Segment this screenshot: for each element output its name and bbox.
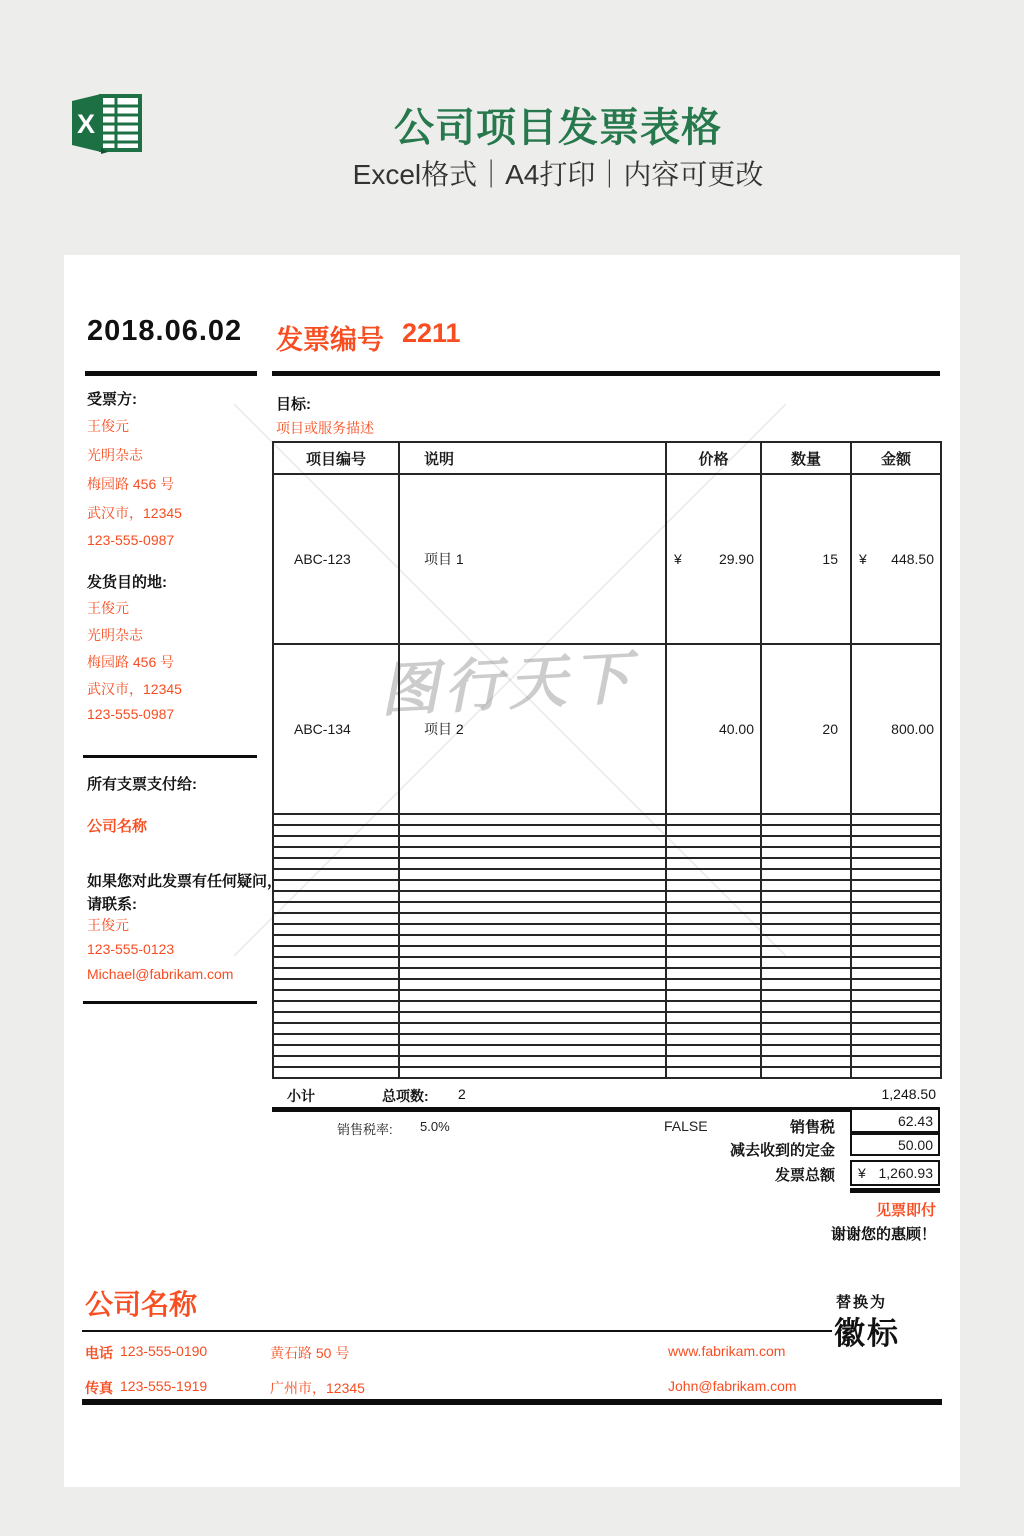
item-count-label: 总项数: [382,1088,429,1104]
invoice-number-label: 发票编号 [276,325,384,355]
goal-label: 目标: [276,396,311,413]
phone-label: 电话 [85,1345,113,1361]
deposit-value: 50.00 [850,1133,940,1156]
table-row [273,474,941,644]
goal-hint: 项目或服务描述 [276,420,374,436]
ship-to-line: 武汉市，12345 [87,681,182,697]
item-amount: ¥ 448.50 [851,474,941,644]
logo-placeholder-line1: 替换为 [836,1294,888,1311]
ship-to-line: 光明杂志 [87,627,143,643]
item-qty: 20 [761,644,851,814]
table-empty-row [273,902,941,913]
contact-line: 王俊元 [87,917,129,933]
ship-to-line: 梅园路 456 号 [87,654,175,670]
col-header-qty: 数量 [761,442,851,474]
item-amount: 800.00 [851,644,941,814]
currency-symbol: ¥ [858,1165,866,1181]
page-title: 公司项目发票表格 [394,106,722,150]
subtotal-amount: 1,248.50 [881,1086,936,1102]
invoice-sheet [64,255,960,1487]
invoice-number: 2211 [402,318,461,348]
address-line1: 黄石路 50 号 [270,1345,350,1361]
item-code: ABC-123 [273,474,399,644]
table-empty-row [273,968,941,979]
tax-rate-label: 销售税率: [337,1122,393,1137]
fax-value: 123-555-1919 [120,1378,208,1394]
table-empty-row [273,1001,941,1012]
email-link: John@fabrikam.com [668,1378,797,1394]
bill-to-line: 123-555-0987 [87,532,175,548]
table-empty-row [273,946,941,957]
watermark-text: 图行天下 [378,643,638,725]
table-empty-row [273,825,941,836]
bill-to-label: 受票方: [87,391,137,408]
item-code: ABC-134 [273,644,399,814]
table-empty-row [273,913,941,924]
divider [82,1399,942,1405]
table-empty-row [273,990,941,1001]
table-empty-row [273,880,941,891]
col-header-price: 价格 [666,442,761,474]
table-empty-row [273,1056,941,1067]
table-empty-row [273,1034,941,1045]
footer-company-name: 公司名称 [85,1289,198,1320]
divider [83,1001,257,1004]
table-empty-row [273,924,941,935]
item-count-value: 2 [458,1086,466,1102]
questions-label-line2: 请联系: [87,896,137,913]
table-empty-row [273,935,941,946]
divider [272,1107,940,1112]
svg-text:X: X [76,109,96,139]
item-description: 项目 2 [399,644,666,814]
tax-rate-value: 5.0% [420,1119,450,1134]
table-empty-row [273,957,941,968]
currency-symbol: ¥ [859,551,867,568]
pay-to-label: 所有支票支付给: [87,776,197,793]
item-price: 40.00 [666,644,761,814]
ship-to-line: 王俊元 [87,600,129,616]
invoice-total-label: 发票总额 [774,1167,835,1184]
logo-placeholder-line2: 徽标 [834,1316,900,1351]
item-price: ¥ 29.90 [666,474,761,644]
ship-to-line: 123-555-0987 [87,706,175,722]
phone-value: 123-555-0190 [120,1343,208,1359]
table-empty-row [273,891,941,902]
page-subtitle: Excel格式｜A4打印｜内容可更改 [352,159,764,190]
divider [83,755,257,758]
table-row [273,644,941,814]
col-header-amount: 金额 [851,442,941,474]
col-header-item-code: 项目编号 [273,442,399,474]
currency-symbol: ¥ [674,551,682,568]
divider [850,1188,940,1193]
invoice-total-value: ¥ 1,260.93 [850,1160,940,1186]
bill-to-line: 光明杂志 [87,447,143,463]
payee-name: 公司名称 [87,818,148,835]
payable-note: 见票即付 [875,1202,936,1219]
col-header-description: 说明 [399,442,666,474]
contact-line: 123-555-0123 [87,941,175,957]
table-empty-row [273,836,941,847]
ship-to-label: 发货目的地: [87,574,167,591]
items-table [272,441,942,1079]
table-empty-row [273,847,941,858]
divider [272,371,940,376]
subtotal-label: 小计 [287,1088,315,1104]
deposit-label: 减去收到的定金 [729,1142,835,1159]
table-empty-row [273,814,941,825]
table-empty-row [273,1012,941,1023]
table-empty-row [273,1067,941,1078]
table-empty-row [273,869,941,880]
bill-to-line: 梅园路 456 号 [87,476,175,492]
table-empty-row [273,979,941,990]
table-empty-row [273,858,941,869]
false-flag: FALSE [664,1118,708,1134]
table-header-row [273,442,941,474]
bill-to-line: 武汉市，12345 [87,505,182,521]
sales-tax-label: 销售税 [789,1119,835,1136]
bill-to-line: 王俊元 [87,418,129,434]
item-description: 项目 1 [399,474,666,644]
divider [85,371,257,376]
address-line2: 广州市，12345 [270,1380,365,1396]
invoice-date: 2018.06.02 [87,315,243,347]
sales-tax-value: 62.43 [850,1108,940,1133]
divider [82,1330,832,1332]
table-empty-row [273,1023,941,1034]
contact-line: Michael@fabrikam.com [87,966,234,982]
fax-label: 传真 [85,1380,113,1396]
item-qty: 15 [761,474,851,644]
website-link: www.fabrikam.com [668,1343,786,1359]
thanks-note: 谢谢您的惠顾！ [830,1226,936,1243]
questions-label-line1: 如果您对此发票有任何疑问， [87,873,283,890]
table-empty-row [273,1045,941,1056]
